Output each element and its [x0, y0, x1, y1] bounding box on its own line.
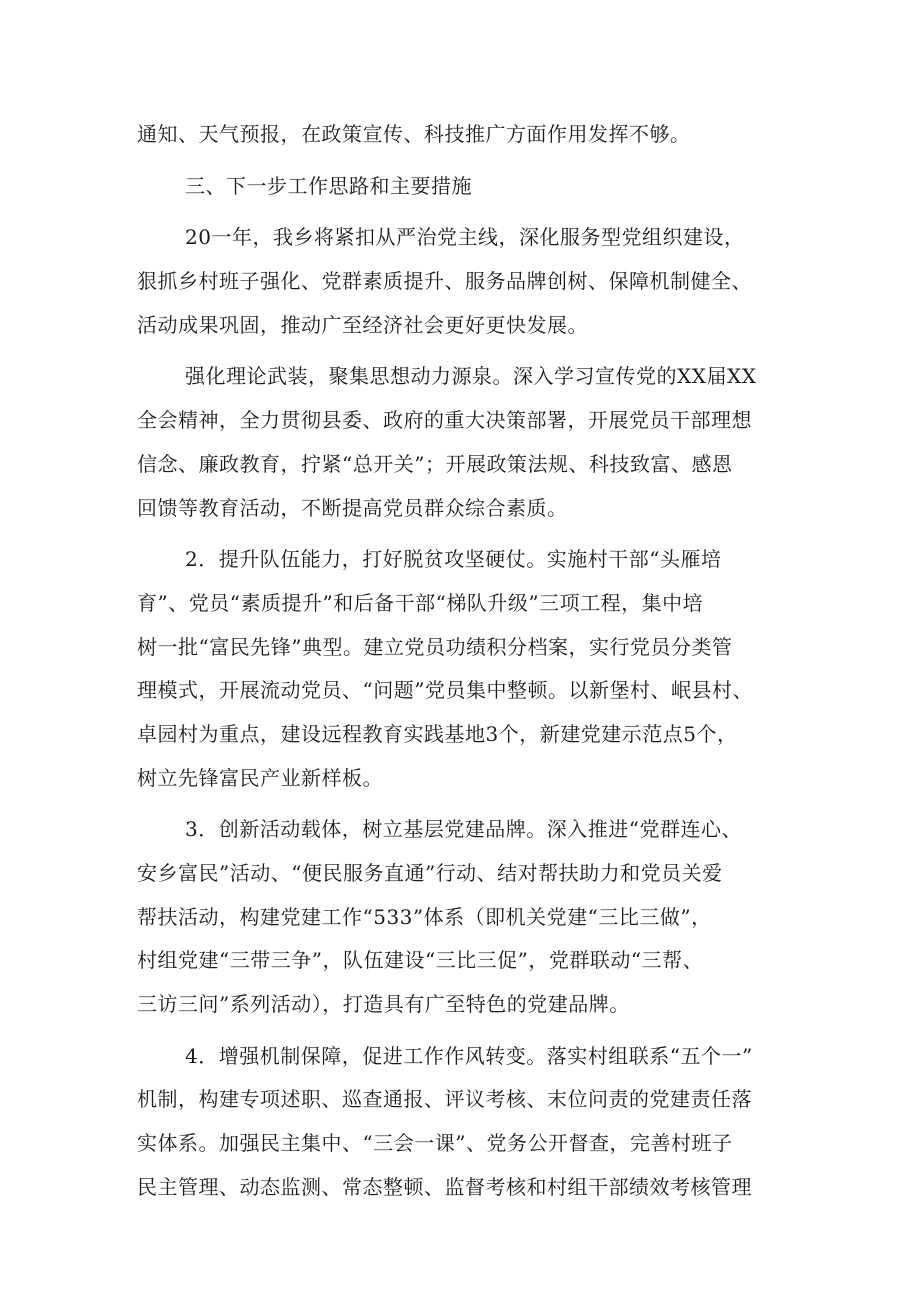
text-line: 树一批“富民先锋”典型。建立党员功绩积分档案，实行党员分类管: [137, 634, 733, 659]
text-line: 民主管理、动态监测、常态整顿、监督考核和村组干部绩效考核管理: [137, 1174, 752, 1199]
text-line: 理模式，开展流动党员、“问题”党员集中整顿。以新堡村、岷县村、: [137, 678, 753, 703]
text-line: 回馈等教育活动，不断提高党员群众综合素质。: [137, 495, 568, 520]
paragraph-gap: [137, 1027, 797, 1035]
paragraph-gap: [137, 800, 797, 808]
text-line: 强化理论武装，聚集思想动力源泉。深入学习宣传党的XX届XX: [185, 364, 757, 389]
text-line: 信念、廉政教育，拧紧“总开关”；开展政策法规、科技致富、感恩: [137, 451, 733, 476]
text-line: 活动成果巩固，推动广至经济社会更好更快发展。: [137, 312, 588, 337]
paragraph-gap: [137, 347, 797, 355]
text-line: 全会精神，全力贯彻县委、政府的重大决策部署，开展党员干部理想: [137, 408, 752, 433]
text-line: 通知、天气预报，在政策宣传、科技推广方面作用发挥不够。: [137, 122, 691, 146]
text-line: 狠抓乡村班子强化、党群素质提升、服务品牌创树、保障机制健全、: [137, 269, 752, 294]
text-line: 三访三问”系列活动），打造具有广至特色的党建品牌。: [137, 992, 630, 1017]
text-line: 实体系。加强民主集中、“三会一课”、党务公开督查，完善村班子: [137, 1131, 733, 1156]
text-line: 机制，构建专项述职、巡查通报、评议考核、末位问责的党建责任落: [137, 1087, 752, 1112]
paragraph-gap: [137, 157, 797, 165]
text-line: 2．提升队伍能力，打好脱贫攻坚硬仗。实施村干部“头雁培: [185, 547, 722, 572]
document-body: [137, 113, 797, 1210]
text-line: 树立先锋富民产业新样板。: [137, 765, 383, 790]
paragraph-gap: [137, 530, 797, 538]
text-line: 安乡富民”活动、“便民服务直通”行动、结对帮扶助力和党员关爱: [137, 861, 723, 885]
text-line: 4．增强机制保障，促进工作作风转变。落实村组联系“五个一”: [185, 1043, 753, 1068]
paragraph-gap: [137, 208, 797, 216]
text-line: 卓园村为重点，建设远程教育实践基地3个，新建党建示范点5个，: [137, 721, 738, 746]
text-line: 村组党建“三带三争”，队伍建设“三比三促”，党群联动“三帮、: [137, 948, 704, 973]
text-line: 育”、党员“素质提升”和后备干部“梯队升级”三项工程，集中培: [137, 590, 704, 615]
text-line: 20一年，我乡将紧扣从严治党主线，深化服务型党组织建设，: [185, 225, 745, 250]
text-line: 3．创新活动载体，树立基层党建品牌。深入推进“党群连心、: [185, 817, 742, 842]
text-line: 帮扶活动，构建党建工作“533”体系（即机关党建“三比三做”，: [137, 904, 712, 929]
text-line: 三、下一步工作思路和主要措施: [185, 173, 472, 198]
